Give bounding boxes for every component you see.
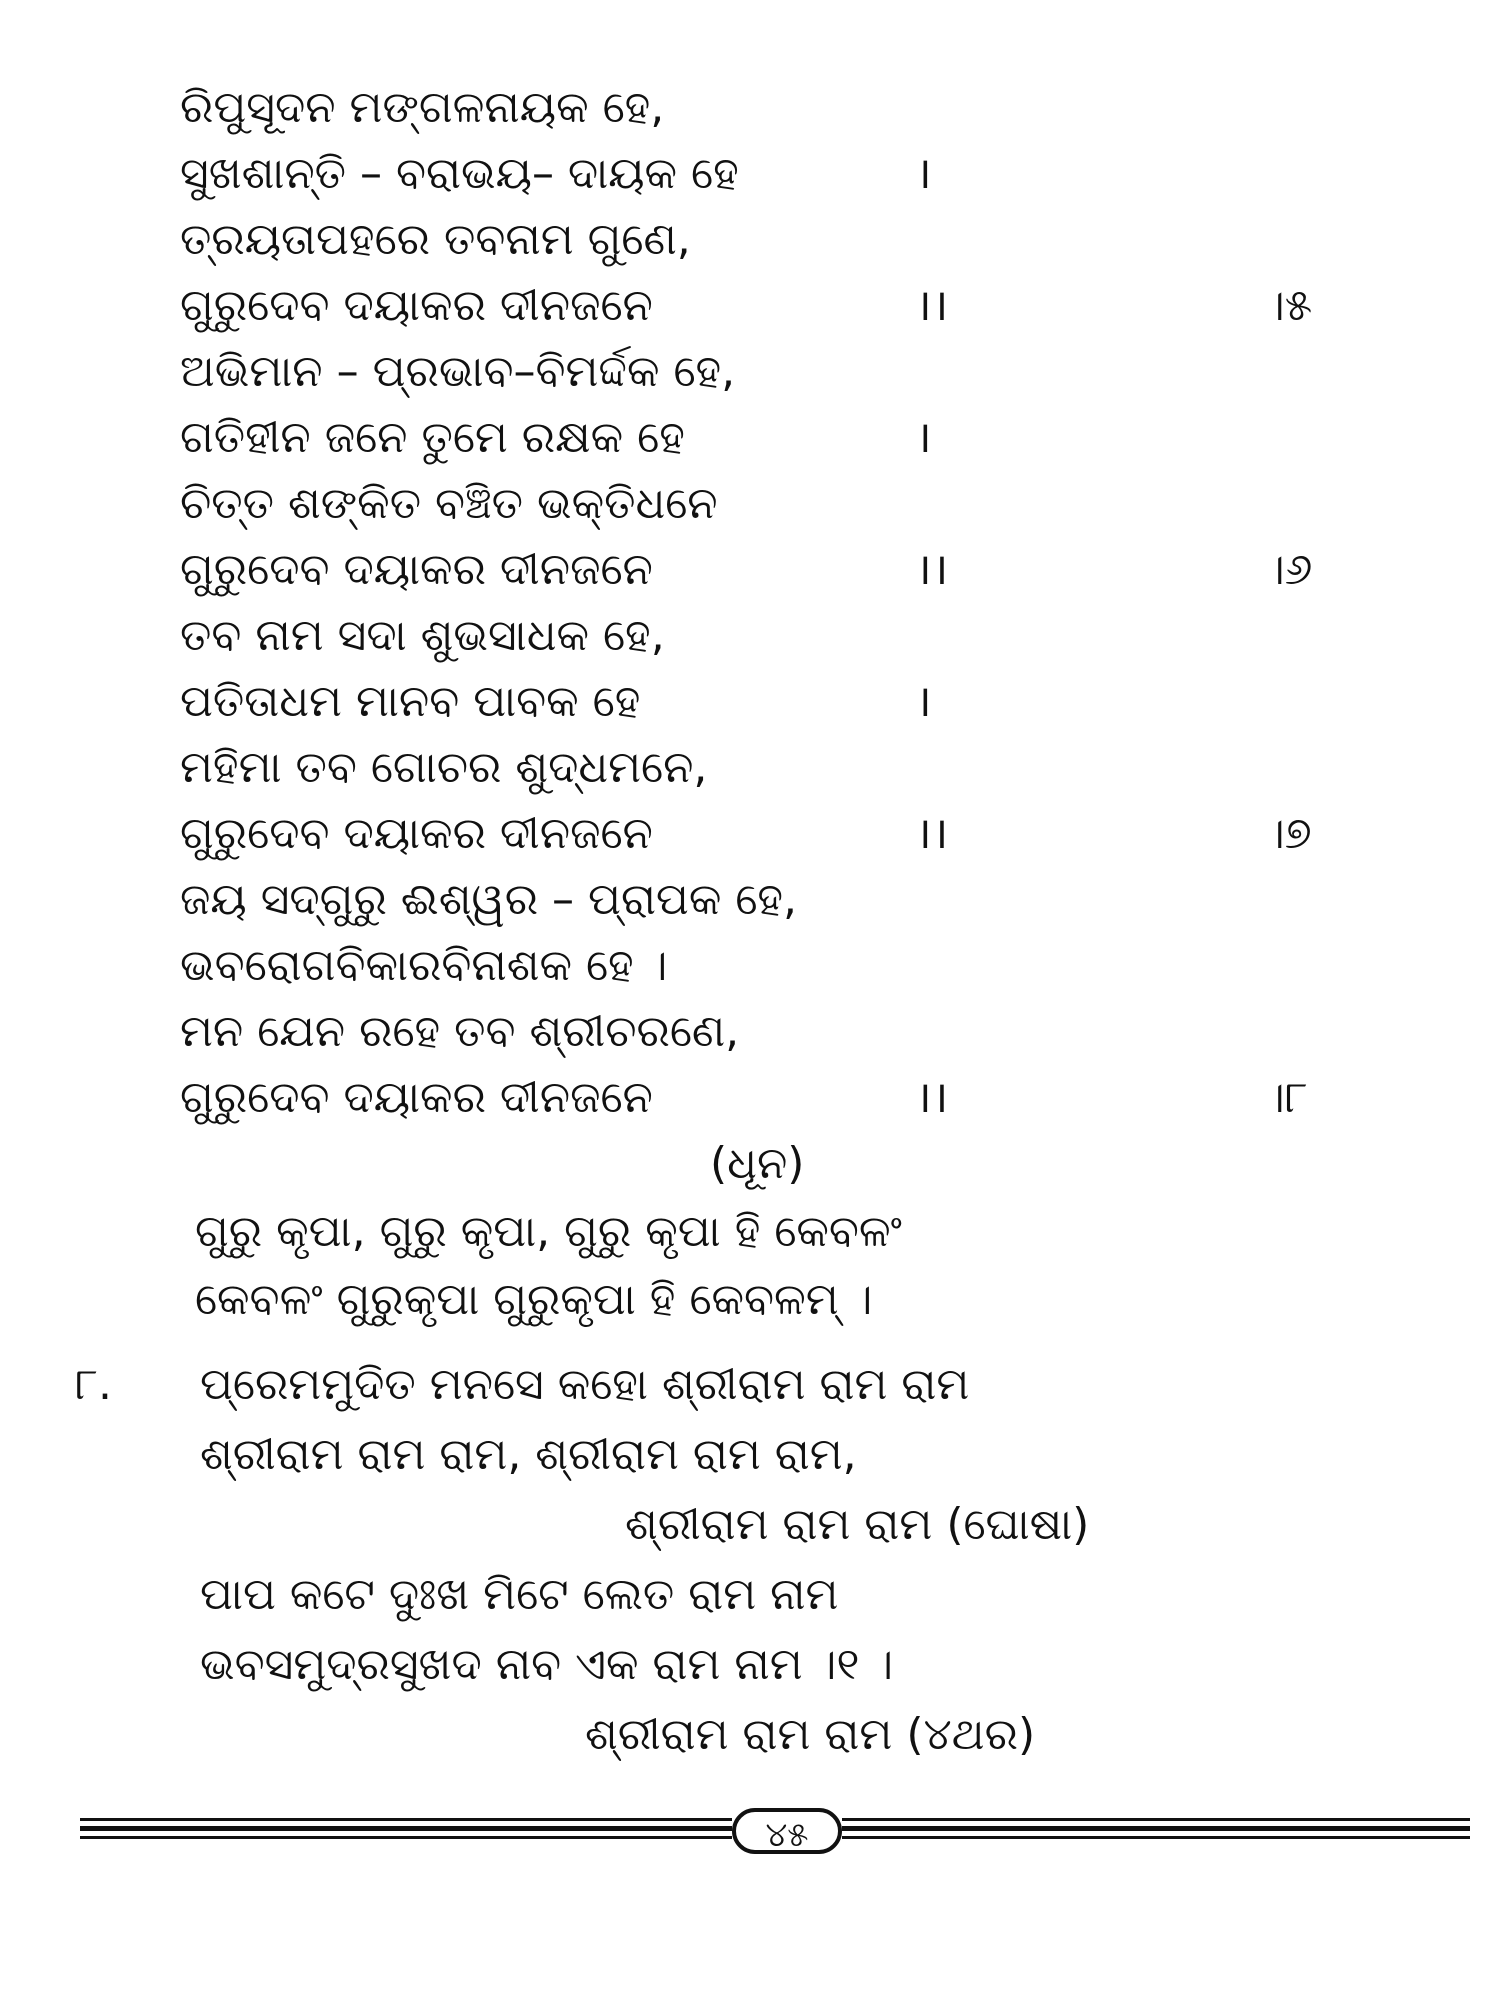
stanza-line-text: ତବ ନାମ ସଦା ଶୁଭସାଧକ ହେ, — [180, 610, 665, 661]
stanza-line-text: ଭବରୋଗବିକାରବିନାଶକ ହେ । — [180, 940, 668, 991]
footer-rule-left — [80, 1818, 732, 1821]
song-line: ପାପ କଟେ ଦୁଃଖ ମିଟେ ଲେତ ରାମ ନାମ — [200, 1569, 839, 1620]
footer-rule-right — [842, 1818, 1470, 1821]
verse-number: ।୬ — [1265, 544, 1313, 595]
stanza-line — [180, 540, 1380, 600]
stanza-line-text: ଗୁରୁଦେବ ଦୟାକର ଦୀନଜନେ — [180, 1072, 653, 1123]
stanza-line — [180, 210, 1380, 270]
stanza-line-text: ଗୁରୁଦେବ ଦୟାକର ଦୀନଜନେ — [180, 544, 653, 595]
footer-rule-right-thick — [842, 1826, 1470, 1831]
verse-number: ।୭ — [1265, 808, 1312, 859]
stanza-line-text: ଗୁରୁଦେବ ଦୟାକର ଦୀନଜନେ — [180, 280, 653, 331]
stanza-line-text: ପତିତାଧମ ମାନବ ପାବକ ହେ — [180, 676, 641, 727]
stanza-line-text: ଜୟ ସଦ୍‌ଗୁରୁ ଈଶ୍ୱର – ପ୍ରାପକ ହେ, — [180, 874, 798, 925]
verse-mark: । — [915, 148, 932, 199]
song-number: ୮. — [75, 1359, 112, 1410]
stanza-line — [180, 804, 1380, 864]
stanza-line-text: ମହିମା ତବ ଗୋଚର ଶୁଦ୍ଧମନେ, — [180, 742, 708, 793]
stanza-line — [180, 342, 1380, 402]
stanza-line-text: ଗତିହୀନ ଜନେ ତୁମେ ରକ୍ଷକ ହେ — [180, 412, 685, 463]
verse-number: ।୫ — [1265, 280, 1313, 331]
stanza-line-text: ଅଭିମାନ – ପ୍ରଭାବ–ବିମର୍ଦ୍ଦକ ହେ, — [180, 346, 736, 397]
verse-mark: ।। — [915, 544, 949, 595]
stanza-line — [180, 1068, 1380, 1128]
verse-number: ।୮ — [1265, 1072, 1308, 1123]
stanza-line — [180, 276, 1380, 336]
stanza-line-text: ରିପୁସୂଦନ ମଙ୍ଗଳନାୟକ ହେ, — [180, 82, 665, 133]
stanza-line — [180, 408, 1380, 468]
verse-mark: ।। — [915, 280, 949, 331]
verse-mark: ।। — [915, 808, 949, 859]
stanza-line — [180, 144, 1380, 204]
footer-rule-right-bottom — [842, 1836, 1470, 1839]
stanza-line — [180, 738, 1380, 798]
dhun-line: କେବଳଂ ଗୁରୁକୃପା ଗୁରୁକୃପା ହି କେବଳମ୍ । — [195, 1274, 873, 1325]
footer-rule-left-thick — [80, 1826, 732, 1831]
stanza-line-text: ଗୁରୁଦେବ ଦୟାକର ଦୀନଜନେ — [180, 808, 653, 859]
stanza-line — [180, 606, 1380, 666]
page-footer — [80, 1808, 1470, 1858]
song-line: ଭବସମୁଦ୍ରସୁଖଦ ନାବ ଏକ ରାମ ନାମ ।୧ । — [200, 1639, 894, 1690]
stanza-line — [180, 78, 1380, 138]
song-refrain: ଶ୍ରୀରାମ ରାମ ରାମ (ଘୋଷା) — [625, 1499, 1090, 1550]
dhun-line: ଗୁରୁ କୃପା, ଗୁରୁ କୃପା, ଗୁରୁ କୃପା ହି କେବଳଂ — [195, 1206, 902, 1257]
dhun-heading: (ଧୂନ) — [710, 1138, 805, 1189]
page-number: ୪୫ — [732, 1808, 842, 1854]
stanza-line-text: ଚିତ୍ତ ଶଙ୍କିତ ବଞ୍ଚିତ ଭକ୍ତିଧନେ — [180, 478, 718, 529]
footer-rule-left-bottom — [80, 1836, 732, 1839]
song-line: ଶ୍ରୀରାମ ରାମ ରାମ, ଶ୍ରୀରାମ ରାମ ରାମ, — [200, 1429, 857, 1480]
verse-mark: । — [915, 676, 932, 727]
stanza-line-text: ମନ ଯେନ ରହେ ତବ ଶ୍ରୀଚରଣେ, — [180, 1006, 740, 1057]
song-refrain: ଶ୍ରୀରାମ ରାମ ରାମ (୪ଥର) — [585, 1709, 1036, 1760]
stanza-line — [180, 1002, 1380, 1062]
stanza-line-text: ତ୍ରୟତାପହରେ ତବନାମ ଗୁଣେ, — [180, 214, 691, 265]
stanza-line — [180, 870, 1380, 930]
stanza-line — [180, 936, 1380, 996]
verse-mark: ।। — [915, 1072, 949, 1123]
stanza-line — [180, 474, 1380, 534]
song-line: ପ୍ରେମମୁଦିତ ମନସେ କହୋ ଶ୍ରୀରାମ ରାମ ରାମ — [200, 1359, 970, 1410]
verse-mark: । — [915, 412, 932, 463]
stanza-line-text: ସୁଖଶାନ୍ତି – ବରାଭୟ– ଦାୟକ ହେ — [180, 148, 739, 199]
stanza-line — [180, 672, 1380, 732]
